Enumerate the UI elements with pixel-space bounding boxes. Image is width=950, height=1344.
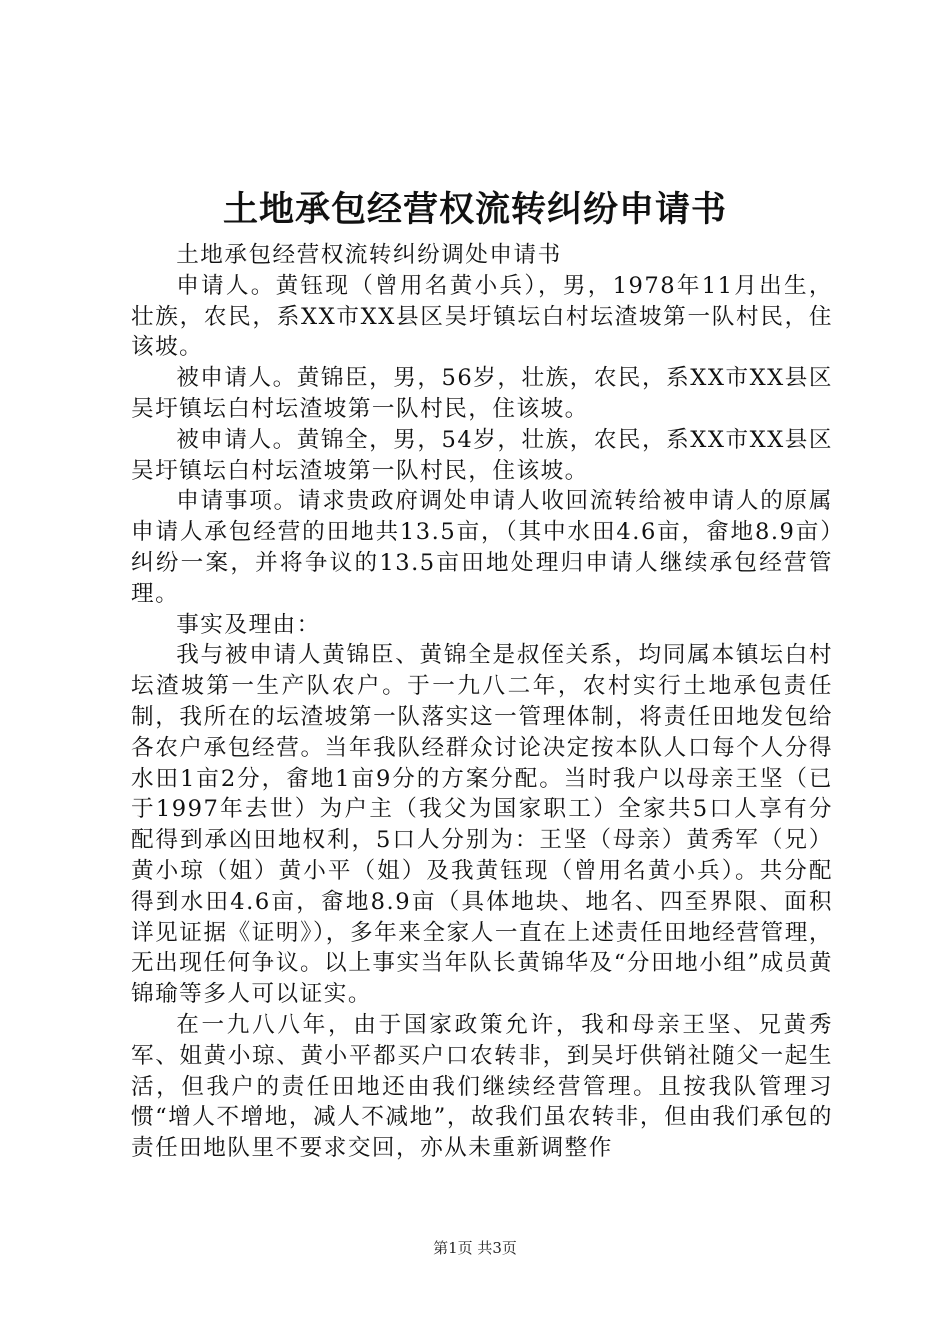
document-body: [131, 240, 833, 1164]
paragraph-respondent-2: 被申请人。黄锦全，男，54岁，壮族，农民，系XX市XX县区吴圩镇坛白村坛渣坡第一队村民，住该坡。: [131, 426, 833, 484]
paragraph-facts-1: 我与被申请人黄锦臣、黄锦全是叔侄关系，均同属本镇坛白村坛渣坡第一生产队农户。于一九八二年，农村实行土地承包责任制，我所在的坛渣坡第一队落实这一管理体制，将责任田地发包给各农户承包经营。当年我队经群众讨论决定按本队人口每个人分得水田1亩2分，畲地1亩9分的方案分配。当时我户以母亲王坚（已于1997年去世）为户主（我父为国家职工）全家共5口人享有分配得到承凶田地权利，5口人分别为：王坚（母亲）黄秀军（兄）黄小琼（姐）黄小平（姐）及我黄钰现（曾用名黄小兵）。共分配得到水田4.6亩，畲地8.9亩（具体地块、地名、四至界限、面积详见证据《证明》），多年来全家人一直在上述责任田地经营管理，无出现任何争议。以上事实当年队长黄锦华及“分田地小组”成员黄锦瑜等多人可以证实。: [131, 642, 833, 1008]
page-footer: 第1页 共3页: [433, 1239, 517, 1257]
paragraph-respondent-1: 被申请人。黄锦臣，男，56岁，壮族，农民，系XX市XX县区吴圩镇坛白村坛渣坡第一队村民，住该坡。: [131, 365, 833, 422]
paragraph-applicant: 申请人。黄钰现（曾用名黄小兵），男，1978年11月出生，壮族，农民，系XX市XX县区吴圩镇坛白村坛渣坡第一队村民，住该坡。: [131, 272, 833, 361]
paragraph-request: 申请事项。请求贵政府调处申请人收回流转给被申请人的原属申请人承包经营的田地共13.5亩，（其中水田4.6亩，畲地8.9亩）纠纷一案，并将争议的13.5亩田地处理归申请人继续承包经营管理。: [131, 488, 833, 607]
paragraph-subtitle: 土地承包经营权流转纠纷调处申请书: [176, 242, 562, 268]
paragraph-facts-heading: 事实及理由：: [176, 611, 321, 638]
document-title: 土地承包经营权流转纠纷申请书: [222, 189, 727, 230]
paragraph-facts-2: 在一九八八年，由于国家政策允许，我和母亲王坚、兄黄秀军、姐黄小琼、黄小平都买户口农转非，到吴圩供销社随父一起生活，但我户的责任田地还由我们继续经营管理。且按我队管理习惯“增人不增地，减人不减地”，故我们虽农转非，但由我们承包的责任田地队里不要求交回，亦从未重新调整作: [131, 1011, 833, 1162]
